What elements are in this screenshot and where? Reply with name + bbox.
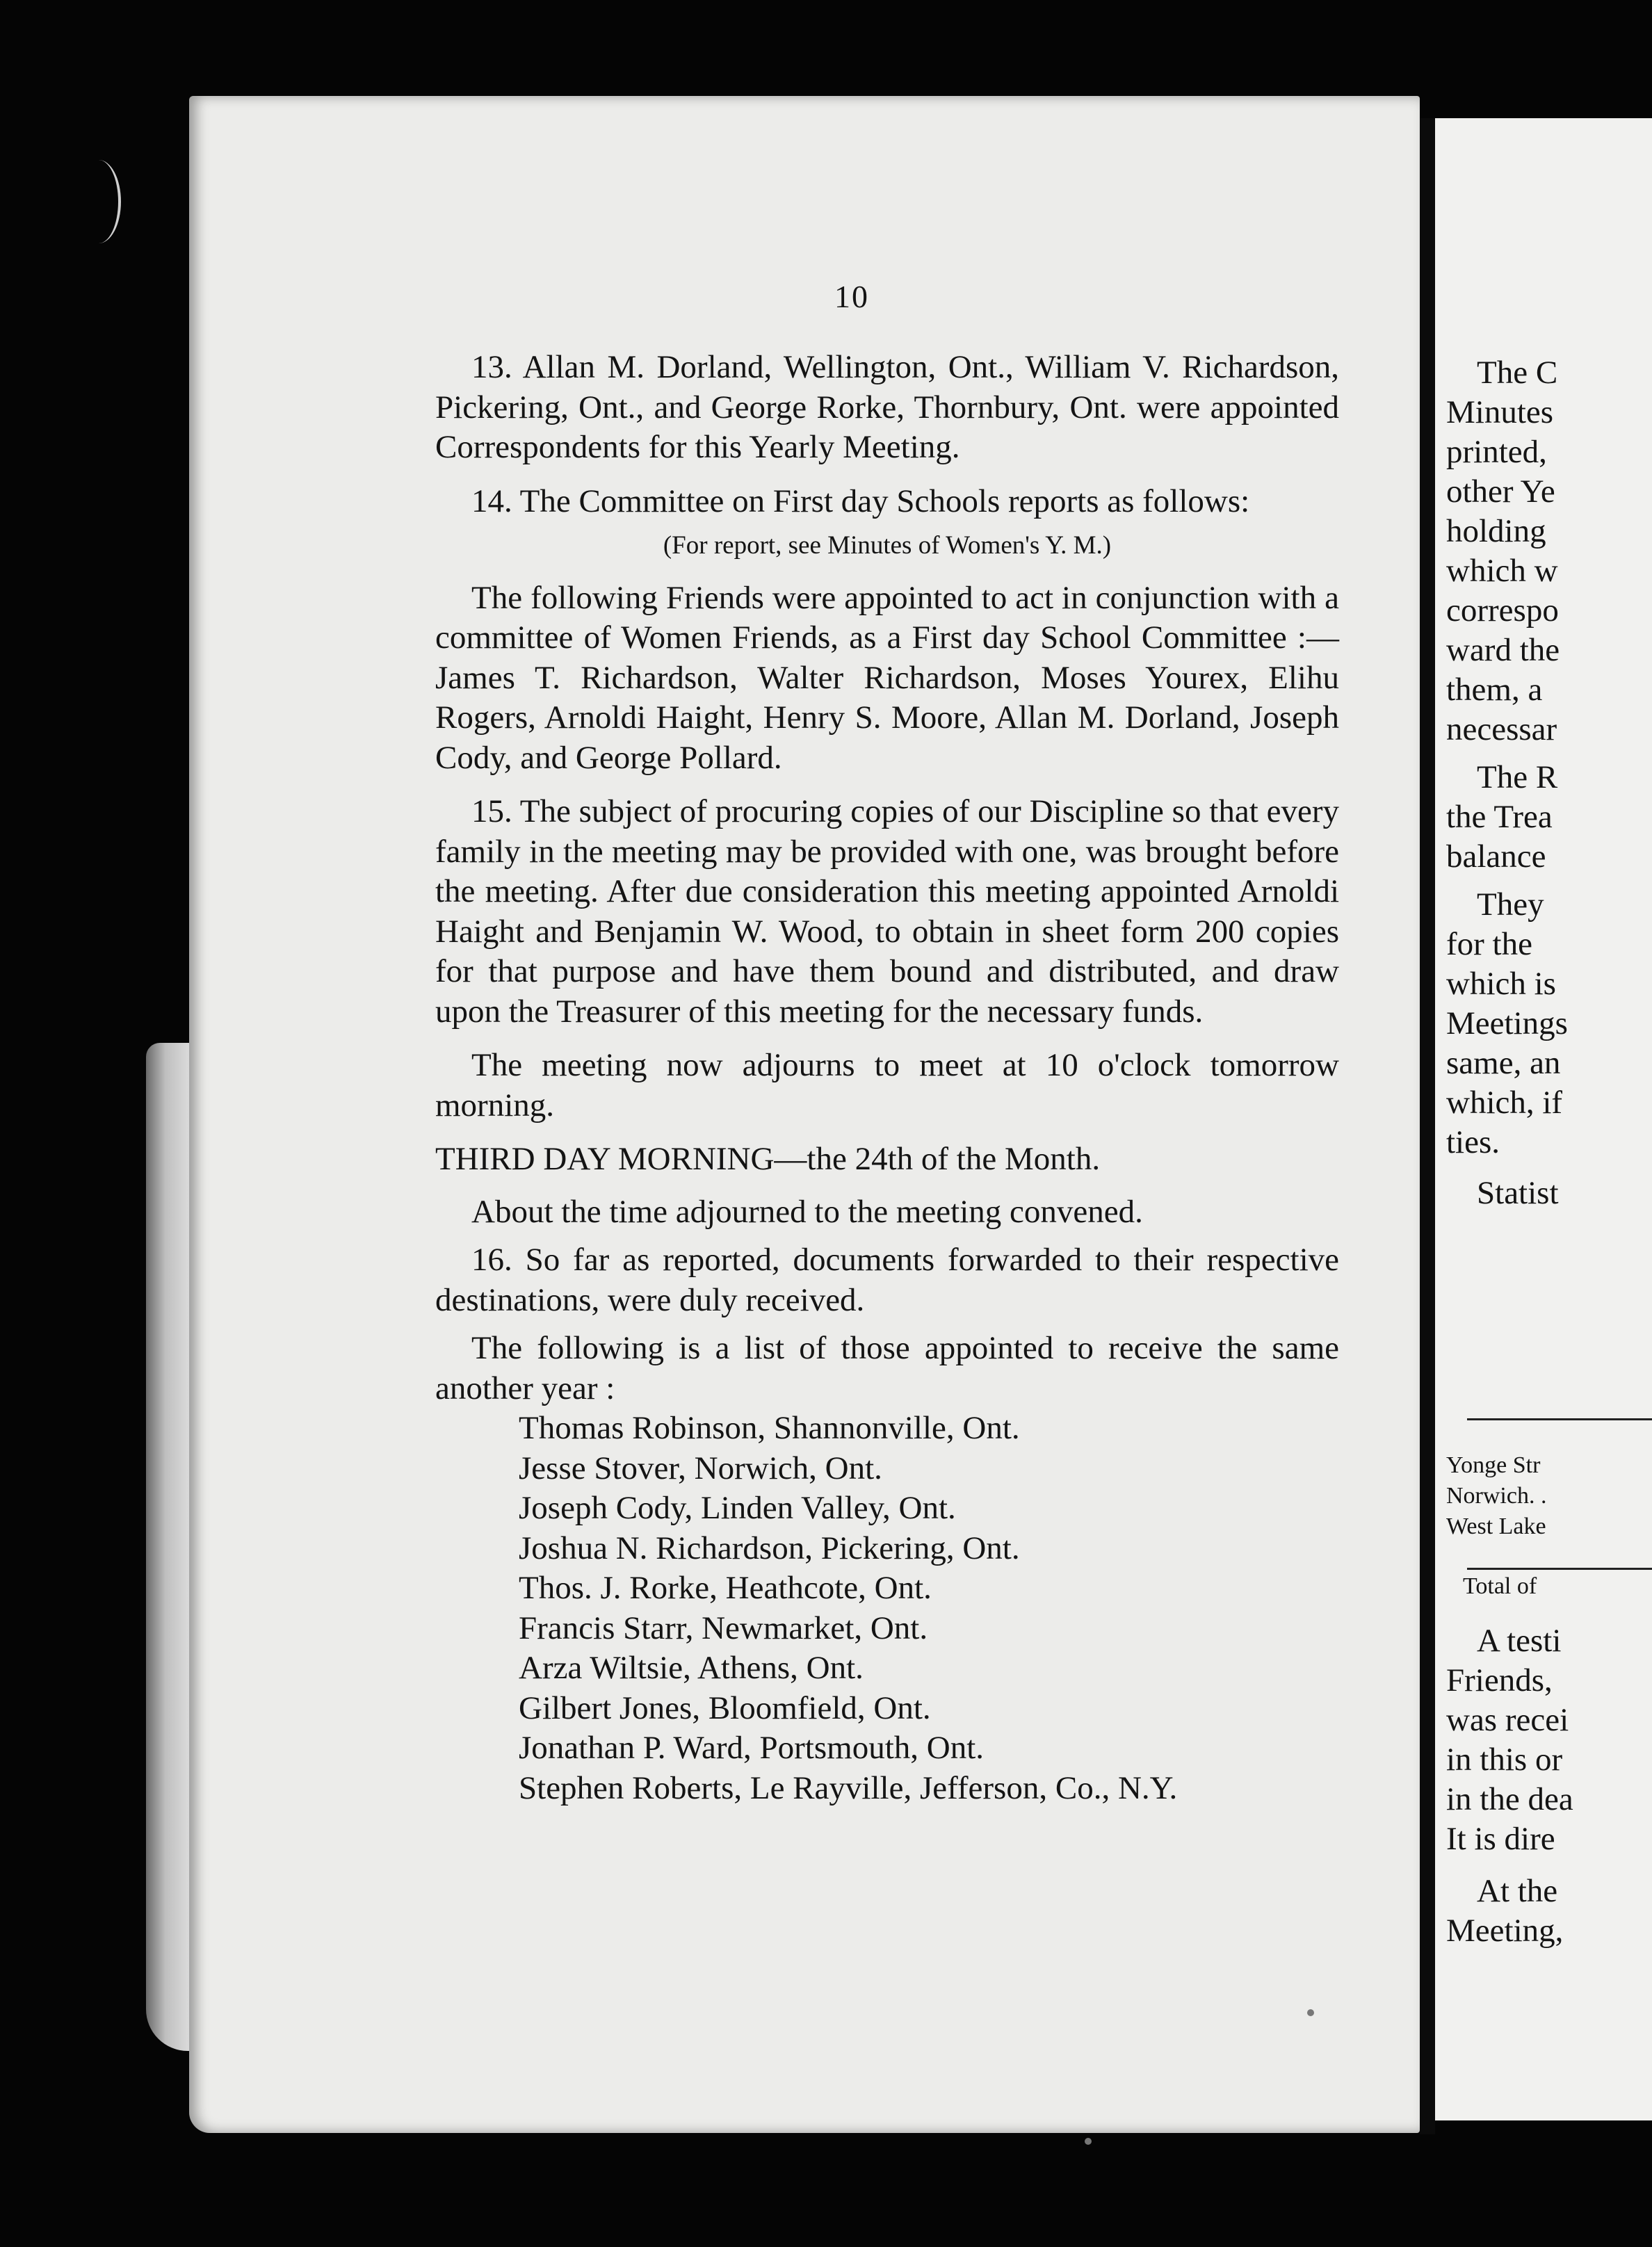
- list-item: Jonathan P. Ward, Portsmouth, Ont.: [519, 1730, 985, 1766]
- right-line: necessar: [1446, 711, 1557, 747]
- right-line: which w: [1446, 553, 1558, 589]
- right-line: the Trea: [1446, 799, 1553, 835]
- list-item: Joseph Cody, Linden Valley, Ont.: [519, 1490, 956, 1526]
- list-item: Francis Starr, Newmarket, Ont.: [519, 1609, 928, 1646]
- ink-speck: [1307, 2009, 1314, 2016]
- table-rule: [1467, 1568, 1652, 1570]
- right-line: was recei: [1446, 1702, 1569, 1738]
- appointee-list: [519, 1409, 1339, 1808]
- right-line: ties.: [1446, 1124, 1500, 1160]
- list-item: Stephen Roberts, Le Rayville, Jefferson, Co., N.Y.: [519, 1769, 1178, 1806]
- list-item: Thos. J. Rorke, Heathcote, Ont.: [519, 1570, 932, 1606]
- right-line: Friends,: [1446, 1662, 1553, 1698]
- minute-14-note: (For report, see Minutes of Women's Y. M.): [663, 531, 1112, 560]
- ink-speck: [1085, 2138, 1092, 2145]
- right-line: ward the: [1446, 632, 1560, 668]
- page-edge-shadow: [146, 1043, 195, 2051]
- right-line: The R: [1477, 759, 1558, 795]
- right-line: Meetings: [1446, 1005, 1568, 1041]
- right-line: printed,: [1446, 434, 1547, 470]
- table-row: Yonge Str: [1446, 1452, 1541, 1478]
- right-line: They: [1477, 886, 1544, 923]
- right-line: same, an: [1446, 1045, 1561, 1081]
- right-line: in the dea: [1446, 1781, 1573, 1817]
- list-item: Arza Wiltsie, Athens, Ont.: [519, 1650, 864, 1686]
- list-item: Joshua N. Richardson, Pickering, Ont.: [519, 1530, 1020, 1566]
- right-line: The C: [1477, 355, 1558, 391]
- table-total: Total of: [1463, 1573, 1537, 1599]
- right-line: them, a: [1446, 672, 1543, 708]
- right-line: which is: [1446, 966, 1556, 1002]
- minute-13: 13. Allan M. Dorland, Wellington, Ont., William V. Richardson, Pickering, Ont., and George Rorke, Thornbury, Ont. were appointed Correspondents for this Yearly Meeting.: [435, 349, 1339, 465]
- list-item: Thomas Robinson, Shannonville, Ont.: [519, 1410, 1020, 1446]
- right-line: holding: [1446, 513, 1546, 549]
- list-item: Gilbert Jones, Bloomfield, Ont.: [519, 1689, 931, 1726]
- table-rule: [1467, 1418, 1652, 1420]
- committee-paragraph: The following Friends were appointed to act in conjunction with a committee of Women Friends, as a First day School Committee :—James T. Richardson, Walter Richardson, Moses Yourex, Elihu Rogers, Arnoldi Haight, Henry S. Moore, Allan M. Dorland, Joseph Cody, and George Pollard.: [435, 579, 1339, 776]
- right-line: Meeting,: [1446, 1913, 1564, 1949]
- right-line: in this or: [1446, 1742, 1563, 1778]
- right-line: which, if: [1446, 1085, 1563, 1121]
- right-line: Statist: [1477, 1175, 1559, 1211]
- convened-note: About the time adjourned to the meeting convened.: [471, 1193, 1143, 1230]
- minute-14: 14. The Committee on First day Schools reports as follows:: [471, 482, 1250, 519]
- right-line: correspo: [1446, 592, 1559, 628]
- right-page: [1435, 118, 1652, 2120]
- right-line: It is dire: [1446, 1821, 1555, 1857]
- list-item: Jesse Stover, Norwich, Ont.: [519, 1450, 882, 1486]
- table-row: Norwich. .: [1446, 1483, 1547, 1509]
- minute-16: 16. So far as reported, documents forwarded to their respective destinations, were duly received.: [435, 1242, 1339, 1318]
- right-line: At the: [1477, 1873, 1558, 1909]
- adjournment-note: The meeting now adjourns to meet at 10 o'clock tomorrow morning.: [435, 1047, 1339, 1124]
- page-number: 10: [834, 279, 869, 314]
- left-page-text: [435, 348, 1339, 1808]
- scan-edge-mark: [76, 160, 121, 243]
- book-gutter: [1420, 118, 1435, 2134]
- right-line: Minutes: [1446, 394, 1554, 430]
- right-line: balance: [1446, 838, 1546, 875]
- list-intro: The following is a list of those appointed to receive the same another year :: [435, 1330, 1339, 1406]
- minute-15: 15. The subject of procuring copies of our Discipline so that every family in the meeting may be provided with one, was brought before the meeting. After due consideration this meeting appointed Arnoldi Haight and Benjamin W. Wood, to obtain in sheet form 200 copies for that purpose and have them bound and distributed, and draw upon the Treasurer of this meeting for the necessary funds.: [435, 793, 1339, 1030]
- right-line: other Ye: [1446, 473, 1555, 510]
- right-line: A testi: [1477, 1623, 1562, 1659]
- third-day-heading: THIRD DAY MORNING—the 24th of the Month.: [435, 1141, 1101, 1177]
- right-line: for the: [1446, 926, 1532, 962]
- table-row: West Lake: [1446, 1514, 1546, 1539]
